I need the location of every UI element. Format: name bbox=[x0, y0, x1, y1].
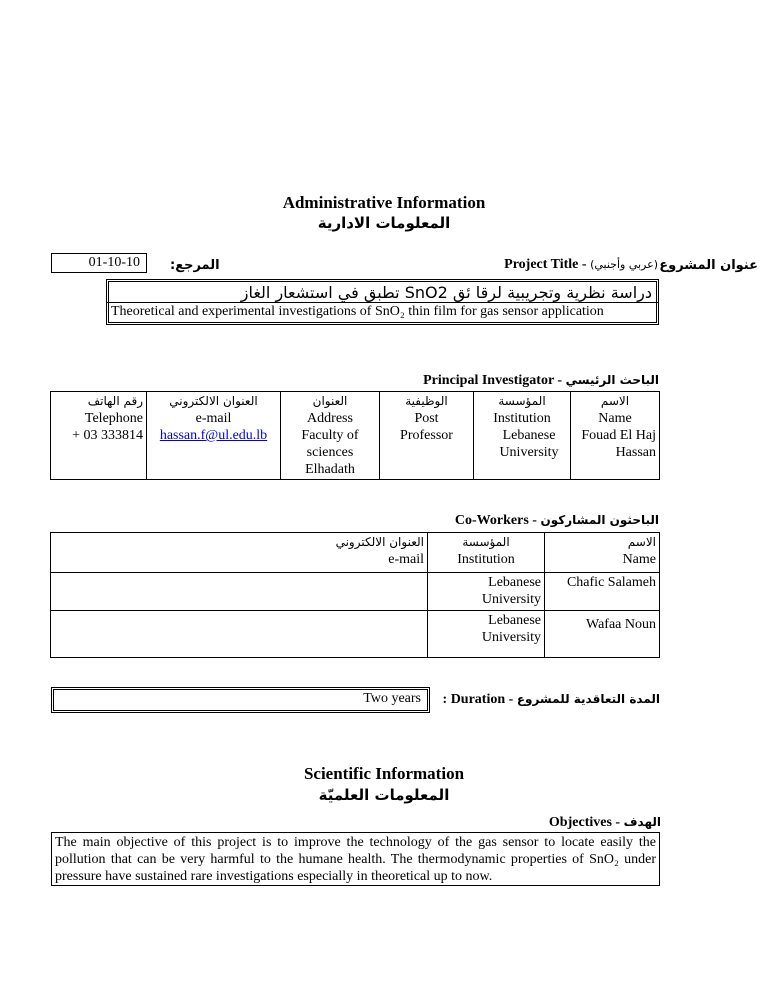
coworkers-email-header: e-mail bbox=[388, 552, 424, 567]
coworkers-institution-header-cell bbox=[428, 533, 545, 573]
duration-value: Two years bbox=[363, 691, 421, 706]
pi-telephone-cell bbox=[51, 392, 147, 480]
coworker-name: Chafic Salameh bbox=[545, 573, 660, 611]
pi-label bbox=[423, 373, 659, 389]
pi-label-en: Principal Investigator - bbox=[423, 373, 563, 388]
table-row bbox=[51, 611, 660, 658]
coworker-email bbox=[51, 611, 428, 658]
coworkers-email-header-cell bbox=[51, 533, 428, 573]
coworker-institution: Lebanese University bbox=[428, 573, 545, 611]
pi-telephone-header-ar: رقم الهاتف bbox=[87, 394, 143, 408]
coworkers-name-header-cell bbox=[545, 533, 660, 573]
pi-address-header: Address bbox=[307, 411, 353, 426]
pi-name-cell bbox=[571, 392, 660, 480]
divider bbox=[106, 302, 659, 303]
objectives-text: The main objective of this project is to improve the technology of the gas sensor to locate easily the pollution that can be very harmful to the humane health. The thermodynamic properties of SnO₂ under pressure have sustained rare investigations especially in theoretical up to now. bbox=[51, 832, 660, 886]
coworker-name: Wafaa Noun bbox=[545, 611, 660, 658]
project-title-box bbox=[106, 279, 659, 325]
objectives-label bbox=[549, 815, 661, 831]
pi-name-header-ar: الاسم bbox=[600, 394, 630, 408]
pi-address-cell bbox=[281, 392, 380, 480]
admin-heading: Administrative Information bbox=[282, 193, 486, 212]
project-title-label-en: Project Title - bbox=[504, 257, 587, 272]
coworkers-name-header-ar: الاسم bbox=[627, 535, 656, 549]
pi-post-header: Post bbox=[414, 411, 439, 426]
duration-label-en: : Duration - bbox=[442, 692, 514, 707]
coworkers-institution-header-ar: المؤسسة bbox=[462, 535, 510, 549]
pi-institution: Lebanese University bbox=[499, 428, 559, 460]
pi-label-ar: الباحث الرئيسي bbox=[565, 373, 659, 387]
pi-post-cell bbox=[380, 392, 474, 480]
reference-box bbox=[51, 253, 147, 273]
duration-box bbox=[51, 687, 430, 713]
duration-label-ar: المدة التعاقدية للمشروع bbox=[516, 692, 660, 706]
admin-heading-ar: المعلومات الادارية bbox=[317, 214, 451, 232]
coworkers-name-header: Name bbox=[622, 552, 656, 567]
duration-label bbox=[443, 692, 660, 708]
project-title-ar: دراسة نظرية وتجريبية لرقا ئق SnO2 تطبق في استشعار الغاز bbox=[240, 283, 652, 302]
pi-table bbox=[50, 391, 660, 480]
pi-email-link[interactable]: hassan.f@ul.edu.lb bbox=[159, 428, 268, 443]
pi-post: Professor bbox=[400, 428, 453, 443]
pi-institution-cell bbox=[474, 392, 571, 480]
pi-telephone-header: Telephone bbox=[84, 411, 143, 426]
coworkers-institution-header: Institution bbox=[457, 552, 515, 567]
coworker-email bbox=[51, 573, 428, 611]
pi-name: Fouad El Haj Hassan bbox=[581, 428, 656, 460]
table-row bbox=[51, 573, 660, 611]
pi-post-header-ar: الوظيفية bbox=[405, 394, 448, 408]
coworkers-header-row bbox=[51, 533, 660, 573]
objectives-label-ar: الهدف bbox=[623, 815, 661, 829]
coworkers-email-header-ar: العنوان الالكتروني bbox=[335, 535, 424, 549]
reference-label-ar: المرجع: bbox=[170, 258, 220, 273]
coworkers-label-ar: الباحثون المشاركون bbox=[540, 513, 659, 527]
reference-value: 01-10-10 bbox=[88, 255, 140, 270]
pi-institution-header: Institution bbox=[493, 411, 551, 426]
objectives-label-en: Objectives - bbox=[548, 815, 621, 830]
coworkers-table bbox=[50, 532, 660, 658]
coworkers-label bbox=[455, 513, 659, 529]
pi-institution-header-ar: المؤسسة bbox=[498, 394, 546, 408]
coworker-institution: Lebanese University bbox=[428, 611, 545, 658]
scientific-heading-ar: المعلومات العلميّة bbox=[318, 786, 450, 804]
pi-email-cell bbox=[147, 392, 281, 480]
project-title-label-ar: عنوان المشروع bbox=[659, 258, 758, 273]
pi-address: Faculty of sciences Elhadath bbox=[301, 428, 359, 477]
project-title-en: Theoretical and experimental investigations of SnO₂ thin film for gas sensor application bbox=[111, 304, 604, 319]
project-title-label bbox=[504, 257, 658, 273]
pi-row bbox=[51, 392, 660, 480]
pi-telephone: + 03 333814 bbox=[72, 428, 143, 443]
pi-email-header-ar: العنوان الالكتروني bbox=[169, 394, 258, 408]
scientific-heading: Scientific Information bbox=[303, 764, 465, 783]
coworkers-label-en: Co-Workers - bbox=[454, 513, 537, 528]
pi-email-header: e-mail bbox=[195, 411, 232, 426]
pi-address-header-ar: العنوان bbox=[312, 394, 348, 408]
project-title-label-ar-sub: (عربي وأجنبي) bbox=[590, 258, 658, 271]
pi-name-header: Name bbox=[598, 411, 632, 426]
